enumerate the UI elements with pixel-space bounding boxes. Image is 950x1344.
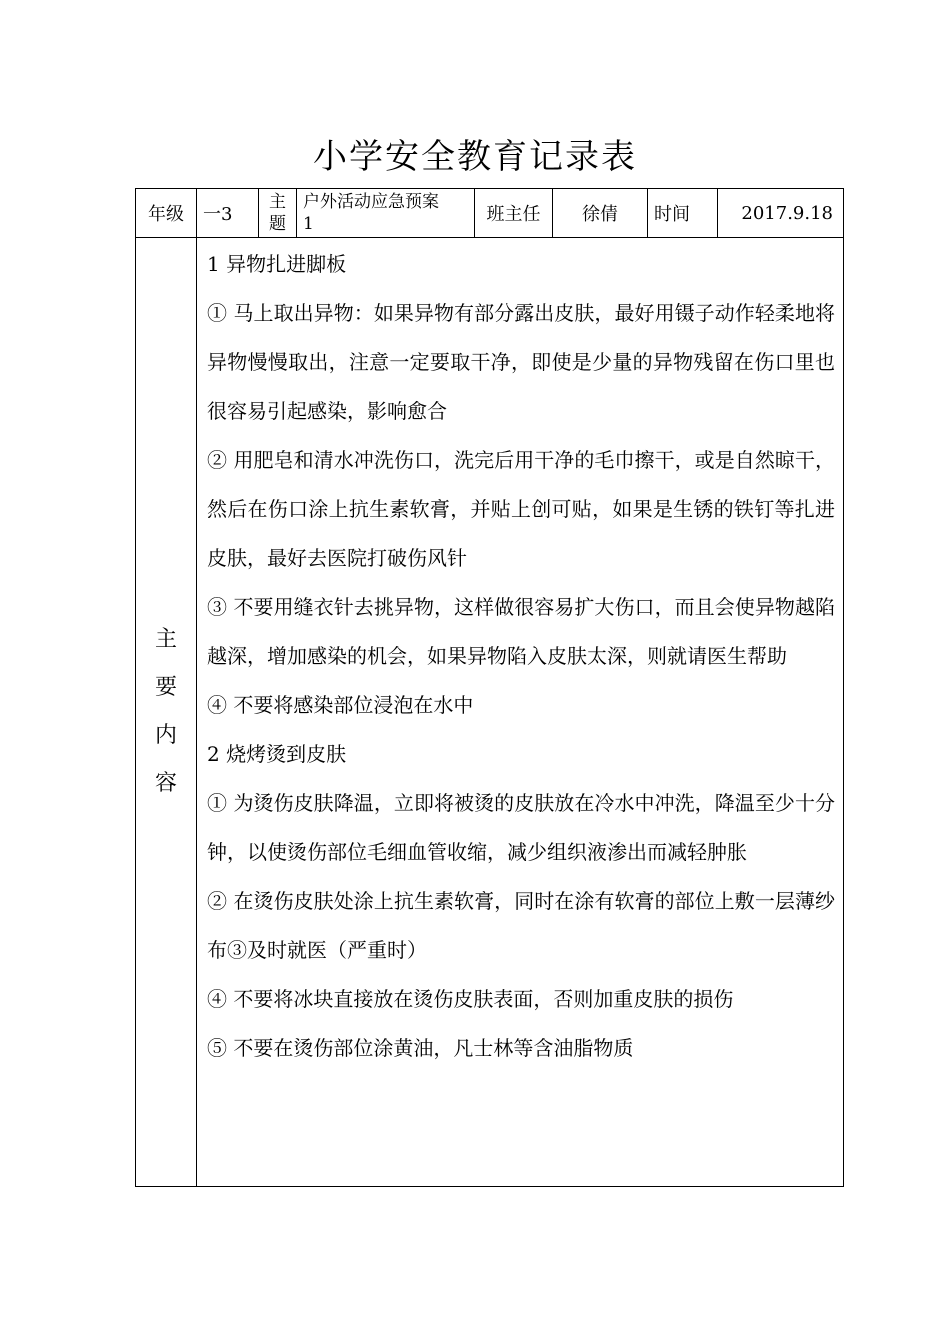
section-2-item-2: ② 在烫伤皮肤处涂上抗生素软膏，同时在涂有软膏的部位上敷一层薄纱布③及时就医（严重时） [207,889,835,962]
section-1-item-1: ① 马上取出异物：如果异物有部分露出皮肤，最好用镊子动作轻柔地将异物慢慢取出，注意一定要取干净，即使是少量的异物残留在伤口里也很容易引起感染，影响愈合 [207,301,835,423]
content-row [136,238,844,1187]
page-title: 小学安全教育记录表 [313,137,637,177]
section-2-item-1: ① 为烫伤皮肤降温，立即将被烫的皮肤放在冷水中冲洗，降温至少十分钟，以使烫伤部位毛细血管收缩，减少组织液渗出而减轻肿胀 [207,791,835,864]
side-label-char: 内 [154,723,177,748]
side-label-char: 容 [154,771,177,796]
teacher-label: 班主任 [475,189,553,238]
main-content-label [136,238,197,1187]
time-value: 2017.9.18 [718,189,844,238]
grade-value: 一3 [197,189,259,238]
section-1-item-4: ④ 不要将感染部位浸泡在水中 [207,693,474,717]
main-content [197,238,844,1187]
topic-value-line-2: 1 [303,214,314,234]
topic-label-line-2: 题 [269,214,286,234]
section-1-item-2: ② 用肥皂和清水冲洗伤口，洗完后用干净的毛巾擦干，或是自然晾干，然后在伤口涂上抗生素软膏，并贴上创可贴，如果是生锈的铁钉等扎进皮肤，最好去医院打破伤风针 [207,448,835,570]
teacher-value: 徐倩 [553,189,648,238]
side-label-char: 要 [154,675,177,700]
topic-value [297,189,475,238]
section-2-item-3: ④ 不要将冰块直接放在烫伤皮肤表面，否则加重皮肤的损伤 [207,987,734,1011]
section-2-item-4: ⑤ 不要在烫伤部位涂黄油，凡士林等含油脂物质 [207,1036,634,1060]
grade-label: 年级 [136,189,197,238]
section-1-item-3: ③ 不要用缝衣针去挑异物，这样做很容易扩大伤口，而且会使异物越陷越深，增加感染的机会，如果异物陷入皮肤太深，则就请医生帮助 [207,595,835,668]
topic-label [259,189,297,238]
record-table [135,188,844,1187]
header-row [136,189,844,238]
time-label: 时间 [648,189,718,238]
side-label-char: 主 [154,627,177,652]
topic-label-line-1: 主 [269,192,286,212]
topic-value-line-1: 户外活动应急预案 [303,192,439,212]
section-1-title: 1 异物扎进脚板 [207,252,347,276]
section-2-title: 2 烧烤烫到皮肤 [207,742,347,766]
